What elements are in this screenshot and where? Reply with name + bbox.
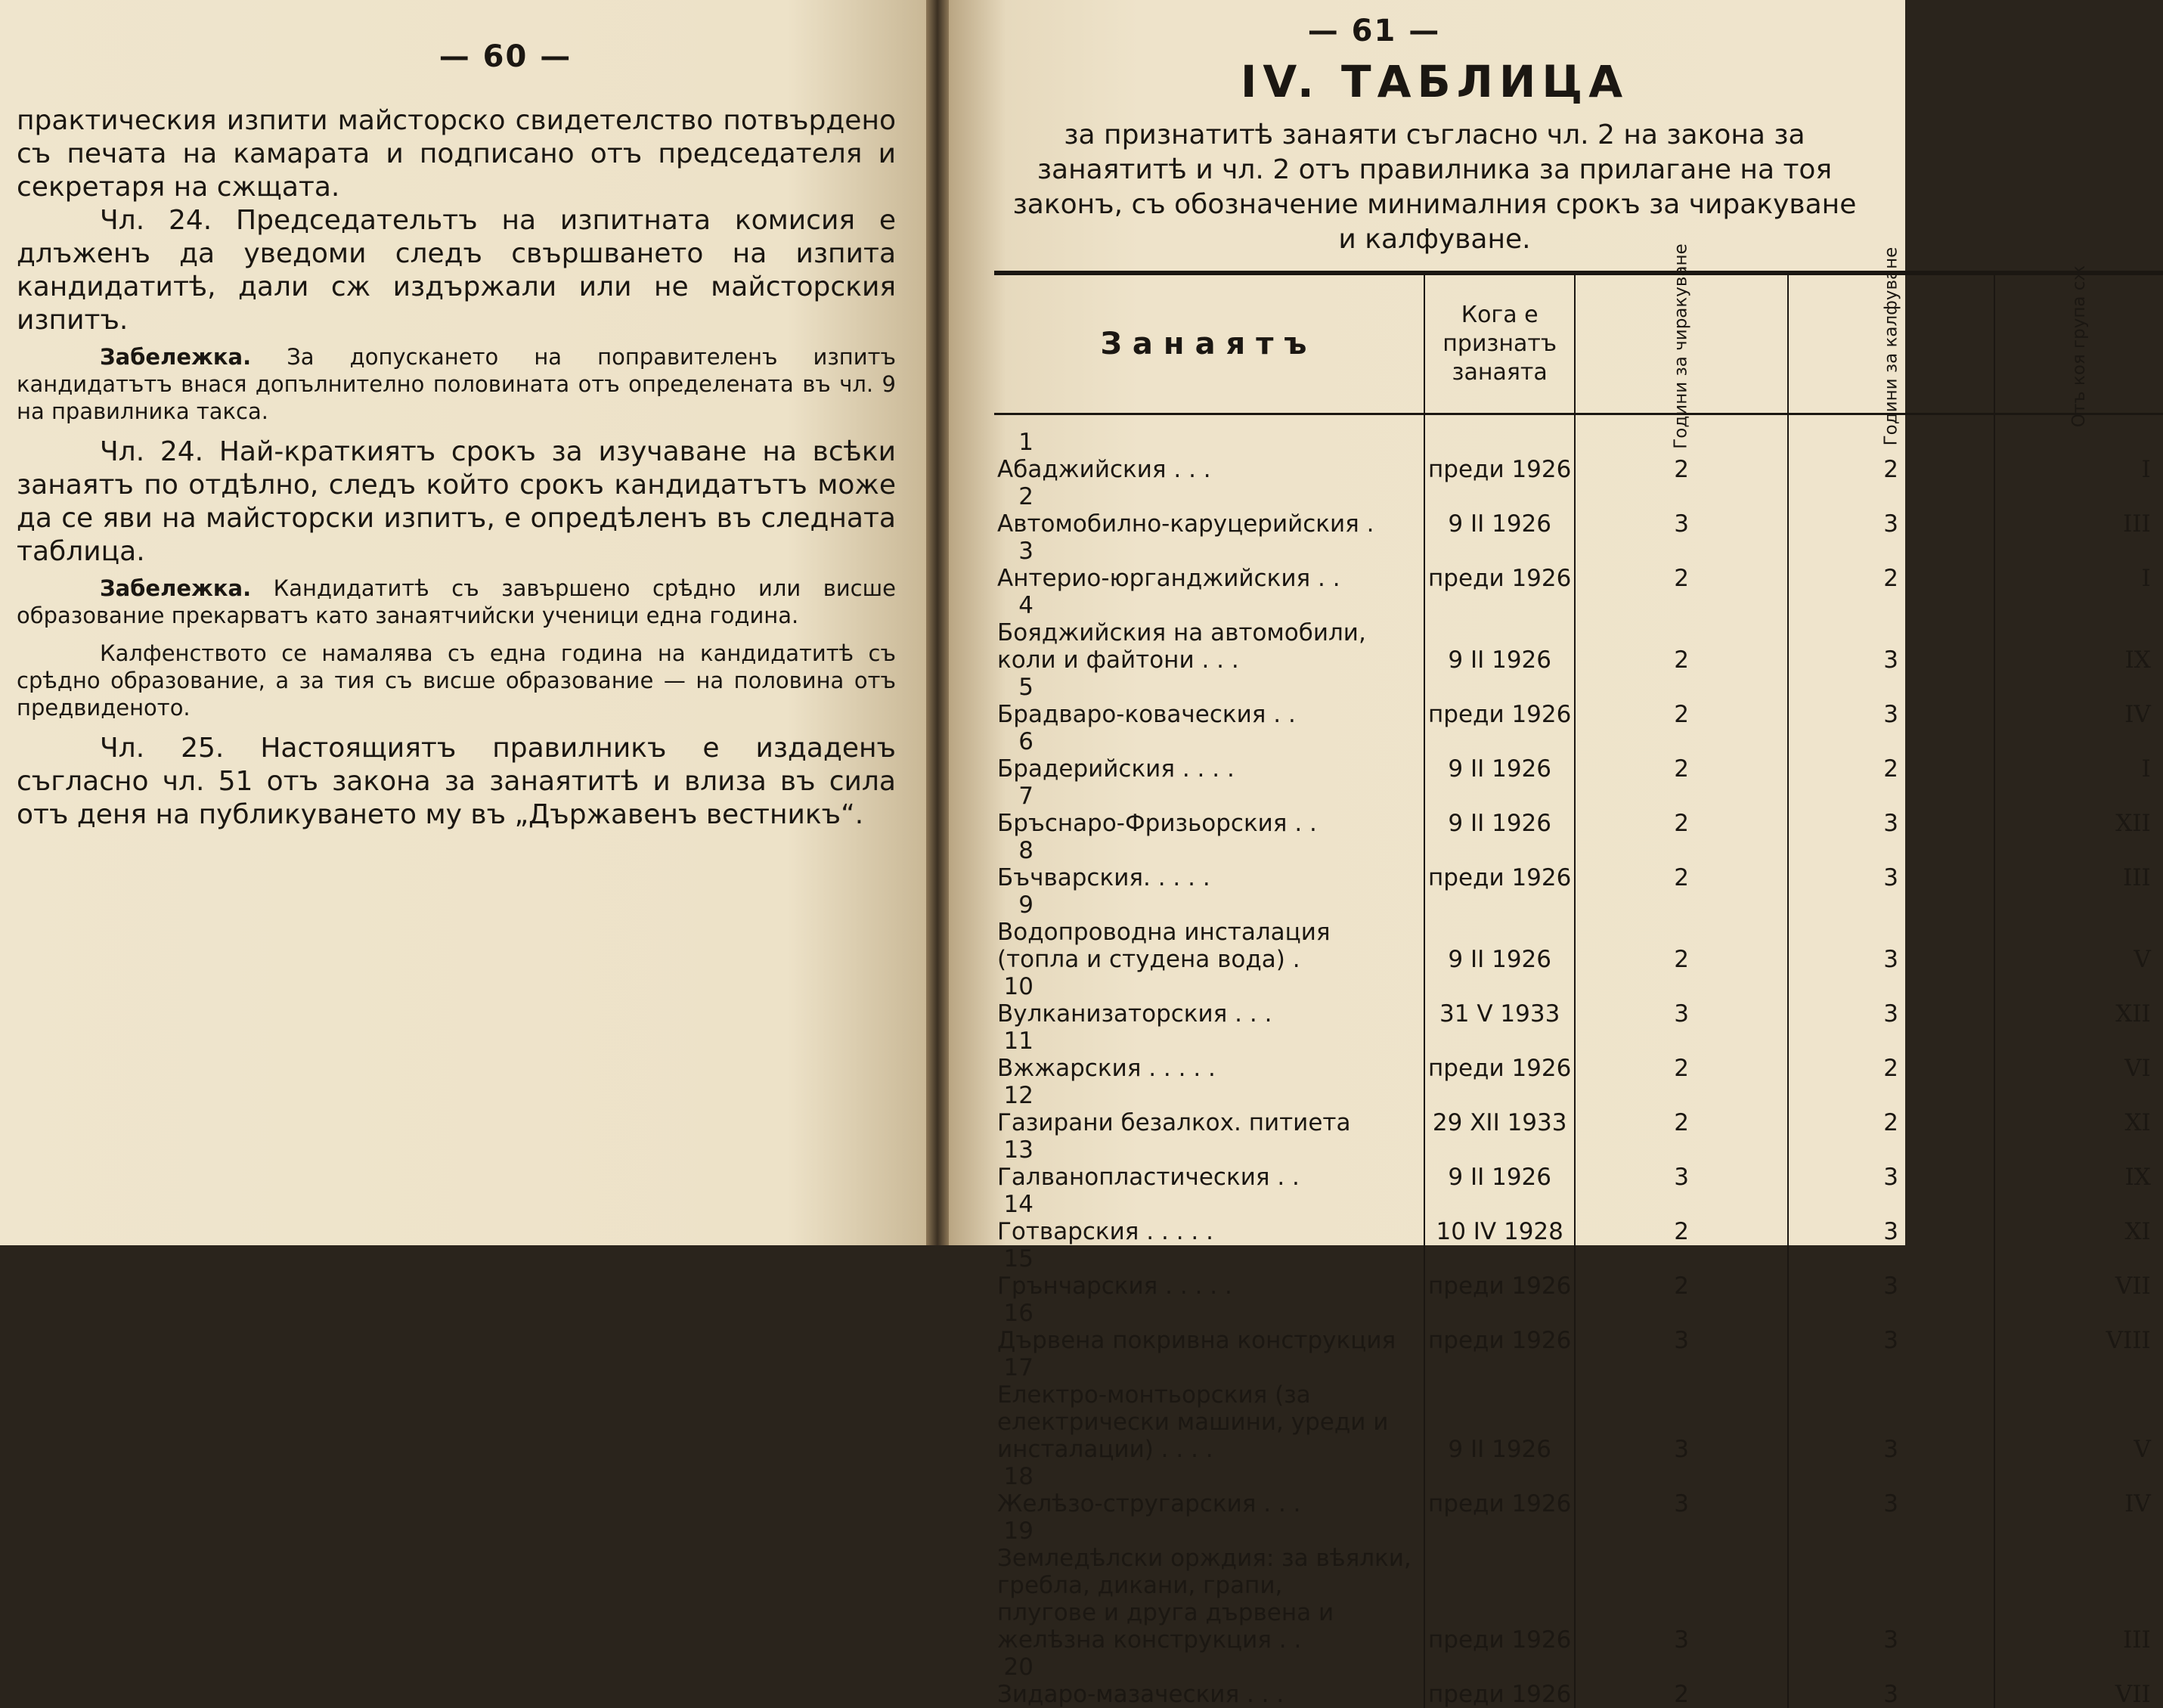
- trade-name: Антерио-юрганджийския . .: [997, 565, 1421, 592]
- cell-group: VIII: [1994, 1300, 2163, 1354]
- cell-trade: [994, 783, 1424, 837]
- cell-apprentice-years: 3: [1575, 973, 1787, 1028]
- cell-apprentice-years: 2: [1575, 783, 1787, 837]
- table-row: [994, 783, 2163, 837]
- cell-group: XII: [1994, 783, 2163, 837]
- cell-apprentice-years: 2: [1575, 414, 1787, 484]
- note-paragraph: [17, 640, 896, 721]
- row-number: 17: [997, 1354, 1033, 1381]
- cell-trade: [994, 1654, 1424, 1708]
- cell-journeyman-years: 2: [1788, 414, 1994, 484]
- table-row: [994, 483, 2163, 538]
- row-number: 13: [997, 1136, 1033, 1164]
- row-number: 11: [997, 1028, 1033, 1055]
- cell-journeyman-years: 3: [1788, 1517, 1994, 1654]
- cell-apprentice-years: 3: [1575, 1463, 1787, 1517]
- cell-when-recognized: преди 1926: [1424, 1463, 1575, 1517]
- table-row: [994, 973, 2163, 1028]
- cell-when-recognized: 9 II 1926: [1424, 1354, 1575, 1463]
- table-row: [994, 1654, 2163, 1708]
- trade-name: Галванопластическия . .: [997, 1164, 1421, 1191]
- page-number-right: — 61 —: [873, 14, 1875, 48]
- cell-journeyman-years: 3: [1788, 891, 1994, 973]
- trades-table: [994, 271, 2163, 1708]
- body-paragraph: Чл. 24. Председательтъ на изпитната комисия е длъженъ да уведоми следъ свършването на изпита кандидатитѣ, дали сж издържали или не майсторския изпитъ.: [17, 204, 896, 337]
- table-row: [994, 1300, 2163, 1354]
- cell-apprentice-years: 2: [1575, 1191, 1787, 1245]
- table-row: [994, 1354, 2163, 1463]
- trade-name: Абаджийския . . .: [997, 456, 1421, 483]
- cell-trade: [994, 1245, 1424, 1300]
- cell-group: VI: [1994, 1028, 2163, 1082]
- cell-journeyman-years: 3: [1788, 483, 1994, 538]
- cell-group: IV: [1994, 1463, 2163, 1517]
- cell-journeyman-years: 3: [1788, 1654, 1994, 1708]
- cell-journeyman-years: 3: [1788, 1463, 1994, 1517]
- table-row: [994, 1245, 2163, 1300]
- table-body: [994, 414, 2163, 1708]
- cell-group: I: [1994, 414, 2163, 484]
- header-journeyman-years: Години за калфуване: [1788, 273, 1994, 414]
- table-row: [994, 674, 2163, 728]
- table-row: [994, 1191, 2163, 1245]
- trade-name: Грънчарския . . . . .: [997, 1272, 1421, 1300]
- row-number: 18: [997, 1463, 1033, 1490]
- trade-name: Бъчварския. . . . .: [997, 864, 1421, 891]
- cell-when-recognized: преди 1926: [1424, 414, 1575, 484]
- row-number: 16: [997, 1300, 1033, 1327]
- table-heading: IV. ТАБЛИЦА: [994, 56, 1875, 107]
- note-text: За допускането на поправителенъ изпитъ кандидатътъ внася допълнително половината отъ определената въ чл. 9 на правилника такса.: [17, 344, 896, 424]
- cell-journeyman-years: 2: [1788, 1028, 1994, 1082]
- cell-apprentice-years: 3: [1575, 1300, 1787, 1354]
- table-row: [994, 1463, 2163, 1517]
- cell-when-recognized: 31 V 1933: [1424, 973, 1575, 1028]
- note-text: Кандидатитѣ съ завършено срѣдно или висше образование прекарватъ като занаятчийски ученици една година.: [17, 575, 896, 628]
- cell-group: III: [1994, 837, 2163, 891]
- table-row: [994, 1082, 2163, 1136]
- table-row: [994, 1517, 2163, 1654]
- body-paragraph: Чл. 24. Най-краткиятъ срокъ за изучаване на всѣки занаятъ по отдѣлно, следъ който срокъ кандидатътъ може да се яви на майсторски изпитъ, е опредѣленъ въ следната таблица.: [17, 436, 896, 569]
- trade-name: Брадваро-коваческия . .: [997, 701, 1421, 728]
- cell-when-recognized: 9 II 1926: [1424, 728, 1575, 783]
- cell-journeyman-years: 3: [1788, 837, 1994, 891]
- cell-group: IX: [1994, 1136, 2163, 1191]
- row-number: 10: [997, 973, 1033, 1000]
- cell-apprentice-years: 2: [1575, 1082, 1787, 1136]
- header-group: Отъ коя група сж: [1994, 273, 2163, 414]
- cell-trade: [994, 1191, 1424, 1245]
- cell-group: III: [1994, 1517, 2163, 1654]
- cell-when-recognized: 9 II 1926: [1424, 1136, 1575, 1191]
- cell-group: IV: [1994, 674, 2163, 728]
- table-description: за признатитѣ занаяти съгласно чл. 2 на закона за занаятитѣ и чл. 2 отъ правилника за прилагане на тоя законъ, съ обозначение минималния срокъ за чиракуване и калфуване.: [1002, 118, 1867, 257]
- cell-apprentice-years: 2: [1575, 538, 1787, 592]
- trade-name: Дървена покривна конструкция: [997, 1327, 1421, 1354]
- right-page: [949, 0, 1905, 1245]
- cell-apprentice-years: 2: [1575, 1028, 1787, 1082]
- header-apprentice-years: Години за чиракуване: [1575, 273, 1787, 414]
- cell-when-recognized: преди 1926: [1424, 1517, 1575, 1654]
- trade-name: Вулканизаторския . . .: [997, 1000, 1421, 1028]
- row-number: 1: [997, 429, 1033, 456]
- cell-when-recognized: преди 1926: [1424, 837, 1575, 891]
- cell-group: XI: [1994, 1191, 2163, 1245]
- row-number: 14: [997, 1191, 1033, 1218]
- trade-name: Водопроводна инсталация (топла и студена вода) .: [997, 919, 1421, 973]
- cell-group: V: [1994, 1354, 2163, 1463]
- cell-trade: [994, 1082, 1424, 1136]
- cell-group: IX: [1994, 592, 2163, 674]
- cell-apprentice-years: 2: [1575, 674, 1787, 728]
- trade-name: Готварския . . . . .: [997, 1218, 1421, 1245]
- page-number-left: — 60 —: [115, 39, 896, 74]
- cell-apprentice-years: 2: [1575, 837, 1787, 891]
- cell-trade: [994, 1517, 1424, 1654]
- cell-trade: [994, 674, 1424, 728]
- cell-when-recognized: преди 1926: [1424, 1654, 1575, 1708]
- cell-when-recognized: преди 1926: [1424, 674, 1575, 728]
- trade-name: Желѣзо-стругарския . . .: [997, 1490, 1421, 1517]
- row-number: 2: [997, 483, 1033, 510]
- cell-group: XI: [1994, 1082, 2163, 1136]
- cell-trade: [994, 1354, 1424, 1463]
- cell-when-recognized: преди 1926: [1424, 1028, 1575, 1082]
- cell-trade: [994, 414, 1424, 484]
- cell-trade: [994, 891, 1424, 973]
- cell-journeyman-years: 3: [1788, 1191, 1994, 1245]
- trade-name: Зидаро-мазаческия . . .: [997, 1681, 1421, 1708]
- cell-trade: [994, 973, 1424, 1028]
- note-label: Забележка.: [100, 344, 251, 370]
- cell-apprentice-years: 3: [1575, 1136, 1787, 1191]
- trade-name: Газирани безалкох. питиета: [997, 1109, 1421, 1136]
- cell-journeyman-years: 2: [1788, 728, 1994, 783]
- cell-apprentice-years: 3: [1575, 1517, 1787, 1654]
- cell-apprentice-years: 2: [1575, 1245, 1787, 1300]
- trade-name: Автомобилно-каруцерийския .: [997, 510, 1421, 538]
- body-paragraph: Чл. 25. Настоящиятъ правилникъ е издаденъ съгласно чл. 51 отъ закона за занаятитѣ и влиза въ сила отъ деня на публикуването му въ „Държавенъ вестникъ“.: [17, 732, 896, 832]
- cell-apprentice-years: 2: [1575, 891, 1787, 973]
- cell-journeyman-years: 3: [1788, 1354, 1994, 1463]
- cell-journeyman-years: 3: [1788, 1245, 1994, 1300]
- left-page: [0, 0, 926, 1245]
- cell-apprentice-years: 3: [1575, 483, 1787, 538]
- left-page-text: [17, 104, 896, 832]
- table-row: [994, 538, 2163, 592]
- cell-journeyman-years: 3: [1788, 674, 1994, 728]
- row-number: 19: [997, 1517, 1033, 1545]
- note-text: Калфенството се намалява съ една година на кандидатитѣ съ срѣдно образование, а за тия съ висше образование — на половина отъ предвиденото.: [17, 640, 896, 721]
- table-row: [994, 592, 2163, 674]
- table-row: [994, 414, 2163, 484]
- cell-group: I: [1994, 728, 2163, 783]
- cell-trade: [994, 1463, 1424, 1517]
- cell-trade: [994, 837, 1424, 891]
- cell-when-recognized: 9 II 1926: [1424, 783, 1575, 837]
- cell-when-recognized: преди 1926: [1424, 1245, 1575, 1300]
- table-row: [994, 1028, 2163, 1082]
- cell-journeyman-years: 2: [1788, 538, 1994, 592]
- header-trade: Занаятъ: [994, 273, 1424, 414]
- cell-when-recognized: 29 XII 1933: [1424, 1082, 1575, 1136]
- cell-trade: [994, 728, 1424, 783]
- table-header-row: [994, 273, 2163, 414]
- cell-apprentice-years: 2: [1575, 1654, 1787, 1708]
- cell-trade: [994, 538, 1424, 592]
- cell-trade: [994, 592, 1424, 674]
- note-paragraph: [17, 343, 896, 425]
- cell-trade: [994, 1136, 1424, 1191]
- row-number: 6: [997, 728, 1033, 755]
- cell-when-recognized: преди 1926: [1424, 538, 1575, 592]
- table-row: [994, 728, 2163, 783]
- row-number: 8: [997, 837, 1033, 864]
- cell-when-recognized: 9 II 1926: [1424, 592, 1575, 674]
- table-row: [994, 891, 2163, 973]
- row-number: 9: [997, 891, 1033, 919]
- trade-name: Земледѣлски орждия: за вѣялки, гребла, дикани, грапи, плугове и друга дървена и желѣзна конструкция . .: [997, 1545, 1421, 1654]
- row-number: 20: [997, 1654, 1033, 1681]
- cell-trade: [994, 1300, 1424, 1354]
- cell-group: III: [1994, 483, 2163, 538]
- cell-apprentice-years: 2: [1575, 592, 1787, 674]
- cell-when-recognized: 9 II 1926: [1424, 891, 1575, 973]
- cell-apprentice-years: 3: [1575, 1354, 1787, 1463]
- trade-name: Електро-монтьорския (за електрически машини, уреди и инсталации) . . . .: [997, 1381, 1421, 1463]
- table-row: [994, 1136, 2163, 1191]
- note-label: Забележка.: [100, 575, 251, 601]
- body-paragraph: практическия изпити майсторско свидетелство потвърдено съ печата на камарата и подписано отъ председателя и секретаря на сжщата.: [17, 104, 896, 204]
- trade-name: Вжжарския . . . . .: [997, 1055, 1421, 1082]
- trade-name: Брадерийския . . . .: [997, 755, 1421, 783]
- header-when-recognized: Кога е признатъ занаята: [1424, 273, 1575, 414]
- trade-name: Бояджийския на автомобили, коли и файтони . . .: [997, 619, 1421, 674]
- cell-journeyman-years: 3: [1788, 1136, 1994, 1191]
- cell-journeyman-years: 2: [1788, 1082, 1994, 1136]
- cell-journeyman-years: 3: [1788, 1300, 1994, 1354]
- cell-when-recognized: 10 IV 1928: [1424, 1191, 1575, 1245]
- cell-trade: [994, 1028, 1424, 1082]
- cell-when-recognized: 9 II 1926: [1424, 483, 1575, 538]
- book-gutter: [926, 0, 949, 1245]
- table-row: [994, 837, 2163, 891]
- cell-group: VII: [1994, 1654, 2163, 1708]
- cell-group: I: [1994, 538, 2163, 592]
- cell-trade: [994, 483, 1424, 538]
- cell-when-recognized: преди 1926: [1424, 1300, 1575, 1354]
- row-number: 3: [997, 538, 1033, 565]
- row-number: 15: [997, 1245, 1033, 1272]
- cell-journeyman-years: 3: [1788, 973, 1994, 1028]
- note-paragraph: [17, 575, 896, 629]
- cell-journeyman-years: 3: [1788, 592, 1994, 674]
- trade-name: Бръснаро-Фризьорския . .: [997, 810, 1421, 837]
- row-number: 7: [997, 783, 1033, 810]
- row-number: 5: [997, 674, 1033, 701]
- cell-journeyman-years: 3: [1788, 783, 1994, 837]
- row-number: 4: [997, 592, 1033, 619]
- cell-apprentice-years: 2: [1575, 728, 1787, 783]
- cell-group: VII: [1994, 1245, 2163, 1300]
- row-number: 12: [997, 1082, 1033, 1109]
- cell-group: XII: [1994, 973, 2163, 1028]
- cell-group: V: [1994, 891, 2163, 973]
